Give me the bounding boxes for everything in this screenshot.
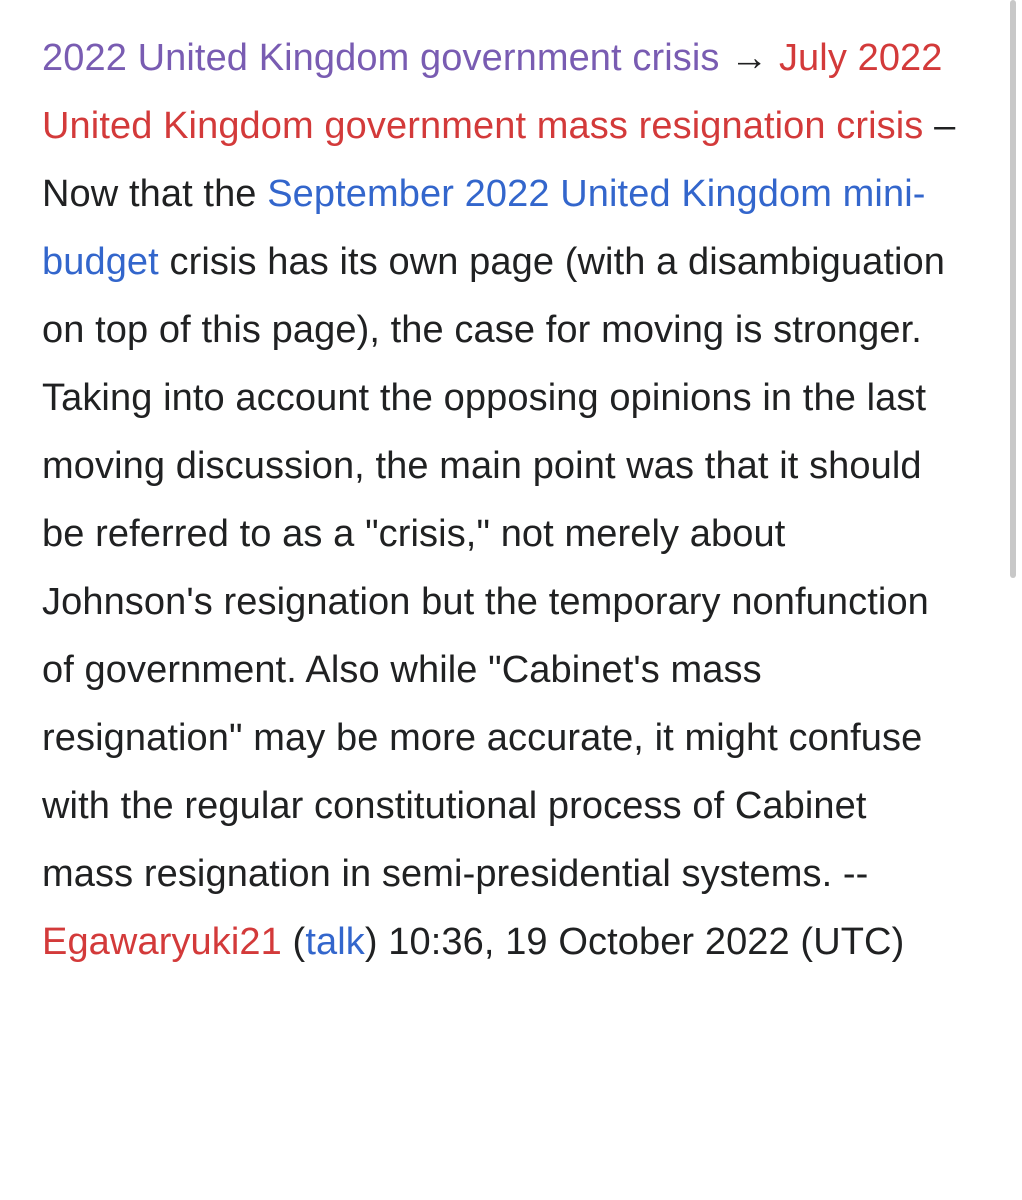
mini-budget-link[interactable]: September 2022 United Kingdom mini-budget — [42, 173, 926, 283]
comment-text-2: crisis has its own page (with a disambiguation on top of this page), the case for moving is stronger. Taking into account the opposing opinions in the last moving discussion, the main point was that it should be referred to as a "crisis," not merely about Johnson's resignation but the temporary nonfunction of government. Also while "Cabinet's mass resignation" may be more accurate, it might confuse with the regular constitutional process of Cabinet mass resignation in semi-presidential systems. -- — [42, 241, 946, 895]
comment-text-1: – Now that the — [42, 105, 956, 215]
talk-link[interactable]: talk — [305, 921, 365, 963]
scrollbar[interactable] — [1010, 0, 1016, 578]
talk-comment — [42, 24, 957, 976]
new-title-link[interactable]: July 2022 United Kingdom government mass resignation crisis — [42, 37, 943, 147]
old-title-link[interactable]: 2022 United Kingdom government crisis — [42, 37, 720, 79]
user-link[interactable]: Egawaryuki21 — [42, 921, 282, 963]
paren-close: ) — [364, 921, 378, 963]
arrow-icon: → — [730, 37, 769, 79]
paren-open: ( — [281, 921, 306, 963]
timestamp: 10:36, 19 October 2022 (UTC) — [377, 921, 905, 963]
